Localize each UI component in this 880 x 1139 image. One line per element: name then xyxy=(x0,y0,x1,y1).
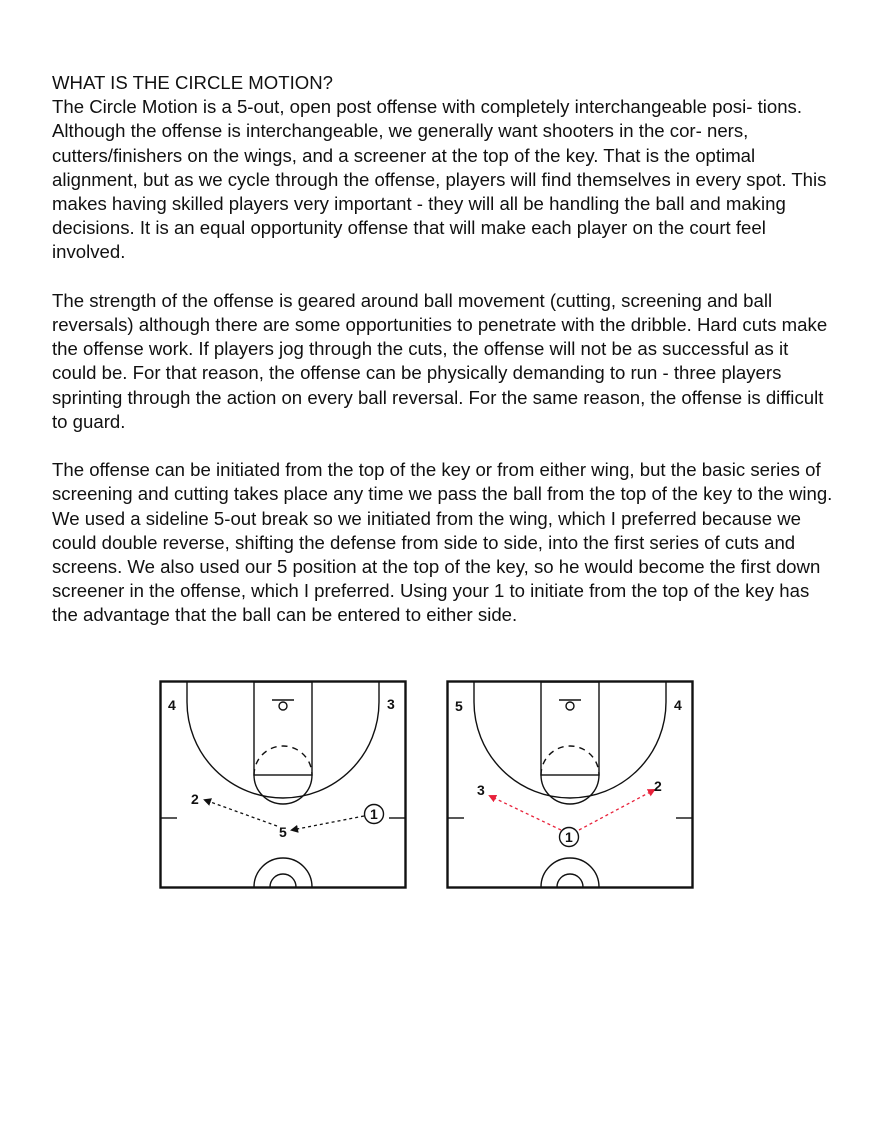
court-diagram-right-svg xyxy=(446,680,694,889)
pass-1-to-5 xyxy=(292,816,364,830)
player-left-wing: 3 xyxy=(477,782,485,798)
players xyxy=(168,696,395,840)
court-diagram-left-svg xyxy=(159,680,407,889)
player-left-wing: 2 xyxy=(191,791,199,807)
player-top: 5 xyxy=(279,824,287,840)
player-right-corner: 3 xyxy=(387,696,395,712)
paragraph-initiation: The offense can be initiated from the top of the key or from either wing, but the basic series of screening and cutting takes place any time we pass the ball from the top of the key to the wing. We used a sideline 5-out break so we initiated from the wing, which I preferred because we could double reverse, shifting the defense from side to side, into the first series of cuts and screens. We also used our 5 position at the top of the key, so he would become the first down screener in the offense, which I preferred. Using your 1 to initiate from the top of the key has the advantage that the ball can be entered to either side. xyxy=(52,459,833,626)
pass-5-to-2 xyxy=(205,800,277,826)
pass-1-to-3 xyxy=(490,796,561,830)
section-heading: WHAT IS THE CIRCLE MOTION? xyxy=(52,72,334,93)
paragraph-ball-movement: The strength of the offense is geared around ball movement (cutting, screening and ball reversals) although there are some opportunities to penetrate with the dribble. Hard cuts make the offense work. If players jog through the cuts, the offense will not be as successful as it could be. For that reason, the offense can be physically demanding to run - three players sprinting through the action on every ball reversal. For the same reason, the offense is difficult to guard. xyxy=(52,289,828,432)
court-diagram-left xyxy=(159,680,407,889)
article-body xyxy=(52,71,837,652)
paragraph-intro: The Circle Motion is a 5-out, open post offense with completely interchangeable posi- tions. Although the offense is interchangeable, we generally want shooters in the cor- ners, cutters/finishers on the wings, and a screener at the top of the key. That is the optimal alignment, but as we cycle through the offense, players will find themselves in every spot. This makes having skilled players very important - they will all be handling the ball and making decisions. It is an equal opportunity offense that will make each player on the court feel involved. xyxy=(52,96,827,263)
court-diagram-right xyxy=(446,680,694,889)
pass-lines xyxy=(490,790,654,830)
court-lines xyxy=(161,682,406,888)
player-left-corner: 4 xyxy=(168,697,176,713)
players xyxy=(455,697,682,847)
player-left-corner: 5 xyxy=(455,698,463,714)
player-ball-handler: 1 xyxy=(565,829,573,845)
player-right-wing: 2 xyxy=(654,778,662,794)
player-ball-handler: 1 xyxy=(370,806,378,822)
player-right-corner: 4 xyxy=(674,697,682,713)
